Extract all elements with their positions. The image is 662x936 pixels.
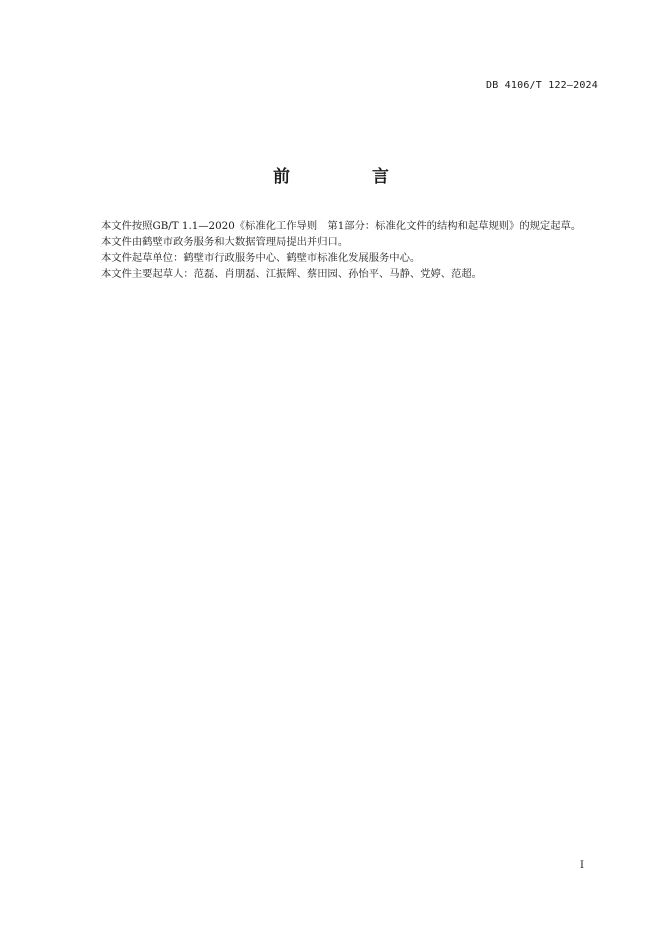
paragraph-drafting-units: 本文件起草单位：鹤壁市行政服务中心、鹤壁市标准化发展服务中心。 [101, 252, 421, 264]
paragraph-drafting-basis: 本文件按照GB/T 1.1—2020《标准化工作导则 第1部分：标准化文件的结构和起草规则》的规定起草。 [101, 220, 582, 232]
document-code: DB 4106/T 122—2024 [486, 80, 598, 91]
foreword-title: 前 言 [273, 167, 427, 187]
paragraph-proposer: 本文件由鹤壁市政务服务和大数据管理局提出并归口。 [101, 236, 349, 248]
paragraph-drafters: 本文件主要起草人：范磊、肖朋磊、江振辉、蔡田园、孙怡平、马静、党婷、范超。 [101, 268, 482, 280]
page-number: I [580, 860, 584, 871]
foreword-body [80, 218, 600, 282]
